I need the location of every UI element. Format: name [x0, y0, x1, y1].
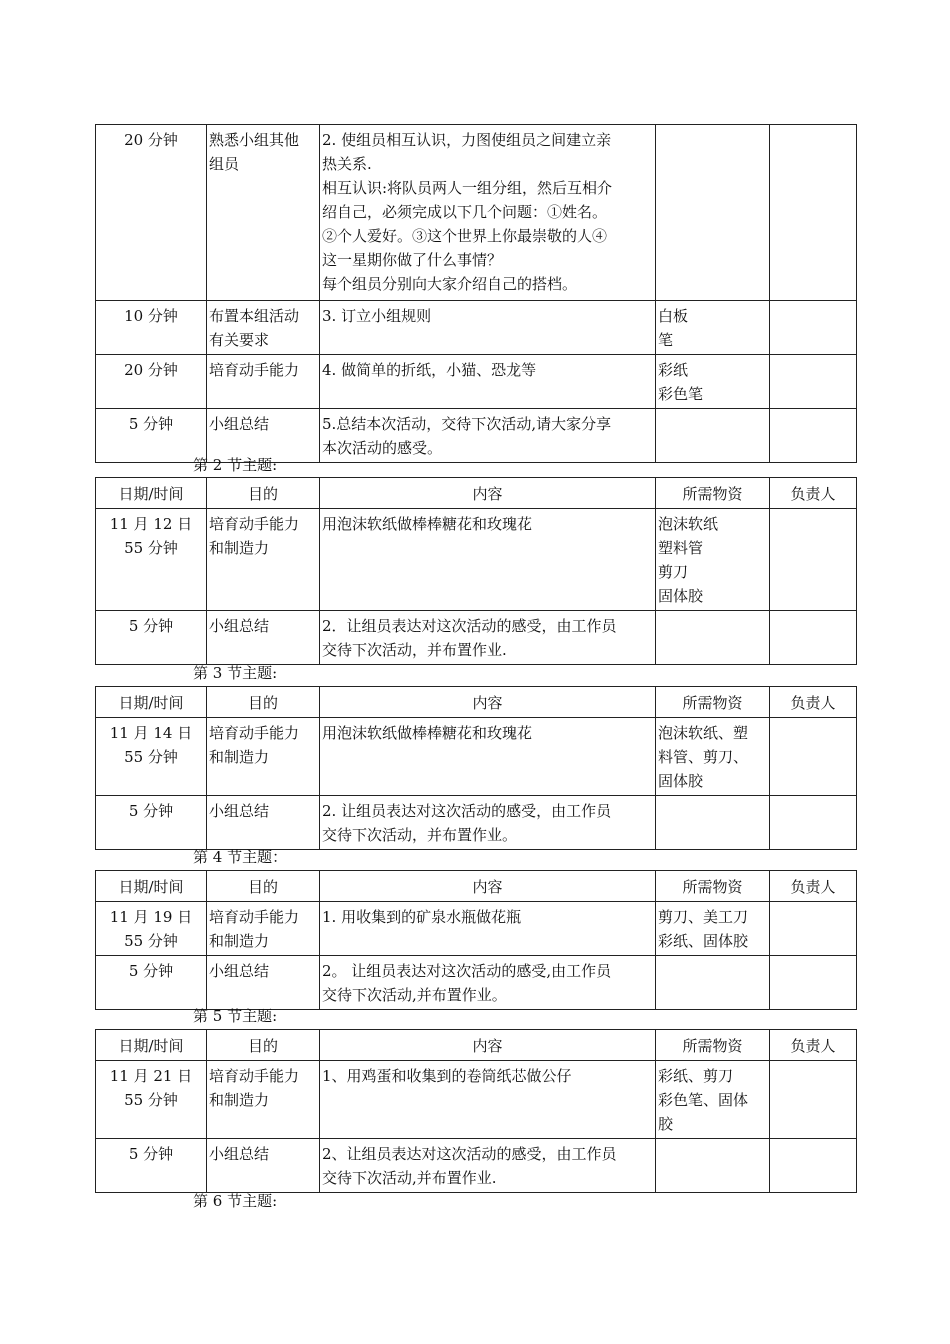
time-cell [96, 956, 207, 1010]
column-header: 日期/时间 [96, 871, 207, 902]
cell-line: 彩纸、固体胶 [658, 932, 749, 950]
time-cell [96, 1139, 207, 1193]
cell-line: 培育动手能力 [209, 361, 300, 379]
cell-line: 热关系. [322, 155, 372, 173]
cell-line: 料管、剪刀、 [658, 748, 749, 766]
cell-line: 培育动手能力 [209, 515, 300, 533]
owner-cell [770, 355, 857, 409]
goal-cell [207, 796, 320, 850]
materials-cell [656, 611, 770, 665]
materials-cell [656, 301, 770, 355]
column-header: 负责人 [770, 478, 857, 509]
cell-line: 小组总结 [209, 1145, 270, 1163]
time-cell [96, 355, 207, 409]
column-header: 日期/时间 [96, 687, 207, 718]
cell-line: 和制造力 [209, 748, 270, 766]
cell-line: 2、让组员表达对这次活动的感受，由工作员 [322, 1145, 617, 1163]
cell-line: 本次活动的感受。 [322, 439, 443, 457]
time-cell [96, 611, 207, 665]
table-header-row [96, 478, 857, 509]
cell-line: 交待下次活动，并布置作业. [322, 641, 507, 659]
goal-cell [207, 718, 320, 796]
cell-line: 1、用鸡蛋和收集到的卷筒纸芯做公仔 [322, 1067, 572, 1085]
cell-line: 5 分钟 [128, 1145, 174, 1163]
table-header-row [96, 687, 857, 718]
cell-line: 和制造力 [209, 539, 270, 557]
cell-line: 固体胶 [658, 772, 704, 790]
cell-line: 3. 订立小组规则 [322, 307, 432, 325]
cell-line: 5 分钟 [128, 415, 174, 433]
column-header: 负责人 [770, 1030, 857, 1061]
cell-line: 笔 [658, 331, 674, 349]
cell-line: 20 分钟 [124, 131, 178, 149]
session-table [95, 1029, 857, 1193]
owner-cell [770, 1061, 857, 1139]
owner-cell [770, 902, 857, 956]
goal-cell [207, 509, 320, 611]
column-header: 负责人 [770, 871, 857, 902]
content-cell [320, 718, 656, 796]
cell-line: 交待下次活动,并布置作业. [322, 1169, 497, 1187]
time-cell [96, 509, 207, 611]
materials-cell [656, 956, 770, 1010]
content-cell [320, 125, 656, 301]
table-header-row [96, 1030, 857, 1061]
content-cell [320, 902, 656, 956]
owner-cell [770, 125, 857, 301]
cell-line: 小组总结 [209, 802, 270, 820]
cell-line: 和制造力 [209, 1091, 270, 1109]
section-caption: 第 3 节主题: [193, 664, 278, 682]
cell-line: ②个人爱好。③这个世界上你最崇敬的人④ [322, 227, 608, 245]
column-header: 内容 [320, 871, 656, 902]
cell-line: 泡沫软纸、塑 [658, 724, 749, 742]
cell-line: 用泡沫软纸做棒棒糖花和玫瑰花 [322, 515, 533, 533]
materials-cell [656, 718, 770, 796]
cell-line: 11 月 12 日 [109, 515, 193, 533]
table-row [96, 355, 857, 409]
cell-line: 剪刀、美工刀 [658, 908, 749, 926]
cell-line: 这一星期你做了什么事情？ [322, 251, 503, 269]
owner-cell [770, 611, 857, 665]
column-header: 内容 [320, 1030, 656, 1061]
content-cell [320, 1061, 656, 1139]
cell-line: 5.总结本次活动，交待下次活动,请大家分享 [322, 415, 612, 433]
cell-line: 20 分钟 [124, 361, 178, 379]
cell-line: 10 分钟 [124, 307, 178, 325]
cell-line: 5 分钟 [128, 802, 174, 820]
goal-cell [207, 956, 320, 1010]
content-cell [320, 796, 656, 850]
owner-cell [770, 301, 857, 355]
cell-line: 塑料管 [658, 539, 704, 557]
cell-line: 胶 [658, 1115, 674, 1133]
cell-line: 小组总结 [209, 962, 270, 980]
cell-line: 熟悉小组其他 [209, 131, 300, 149]
time-cell [96, 125, 207, 301]
table-row [96, 718, 857, 796]
owner-cell [770, 409, 857, 463]
goal-cell [207, 1061, 320, 1139]
owner-cell [770, 796, 857, 850]
goal-cell [207, 902, 320, 956]
column-header: 日期/时间 [96, 478, 207, 509]
content-cell [320, 1139, 656, 1193]
cell-line: 培育动手能力 [209, 1067, 300, 1085]
materials-cell [656, 1139, 770, 1193]
cell-line: 剪刀 [658, 563, 689, 581]
materials-cell [656, 1061, 770, 1139]
cell-line: 2．让组员表达对这次活动的感受，由工作员 [322, 617, 617, 635]
cell-line: 有关要求 [209, 331, 270, 349]
cell-line: 每个组员分别向大家介绍自己的搭档。 [322, 275, 578, 293]
owner-cell [770, 1139, 857, 1193]
cell-line: 5 分钟 [128, 962, 174, 980]
cell-line: 55 分钟 [124, 932, 178, 950]
column-header: 所需物资 [656, 1030, 770, 1061]
table-row [96, 1139, 857, 1193]
time-cell [96, 796, 207, 850]
materials-cell [656, 509, 770, 611]
section-caption: 第 4 节主题： [193, 848, 288, 866]
materials-cell [656, 125, 770, 301]
content-cell [320, 956, 656, 1010]
cell-line: 交待下次活动,并布置作业。 [322, 986, 507, 1004]
section-caption: 第 2 节主题: [193, 456, 278, 474]
table-header-row [96, 871, 857, 902]
cell-line: 11 月 14 日 [109, 724, 193, 742]
column-header: 所需物资 [656, 687, 770, 718]
cell-line: 布置本组活动 [209, 307, 300, 325]
cell-line: 11 月 21 日 [109, 1067, 193, 1085]
time-cell [96, 718, 207, 796]
time-cell [96, 409, 207, 463]
time-cell [96, 902, 207, 956]
cell-line: 培育动手能力 [209, 908, 300, 926]
table-row [96, 509, 857, 611]
materials-cell [656, 796, 770, 850]
cell-line: 绍自己，必须完成以下几个问题：①姓名。 [322, 203, 608, 221]
cell-line: 2。 让组员表达对这次活动的感受,由工作员 [322, 962, 612, 980]
cell-line: 小组总结 [209, 415, 270, 433]
cell-line: 彩色笔 [658, 385, 704, 403]
column-header: 所需物资 [656, 478, 770, 509]
session-table [95, 686, 857, 850]
owner-cell [770, 718, 857, 796]
column-header: 目的 [207, 871, 320, 902]
section-caption: 第 5 节主题: [193, 1007, 278, 1025]
materials-cell [656, 409, 770, 463]
session-table [95, 870, 857, 1010]
goal-cell [207, 301, 320, 355]
goal-cell [207, 355, 320, 409]
cell-line: 4. 做简单的折纸，小猫、恐龙等 [322, 361, 537, 379]
cell-line: 固体胶 [658, 587, 704, 605]
table-row [96, 796, 857, 850]
owner-cell [770, 509, 857, 611]
column-header: 内容 [320, 687, 656, 718]
section-caption: 第 6 节主题: [193, 1192, 278, 1210]
cell-line: 2. 让组员表达对这次活动的感受，由工作员 [322, 802, 612, 820]
cell-line: 1. 用收集到的矿泉水瓶做花瓶 [322, 908, 522, 926]
session-table [95, 477, 857, 665]
cell-line: 相互认识:将队员两人一组分组，然后互相介 [322, 179, 613, 197]
cell-line: 泡沫软纸 [658, 515, 719, 533]
column-header: 目的 [207, 1030, 320, 1061]
goal-cell [207, 125, 320, 301]
table-row [96, 956, 857, 1010]
cell-line: 交待下次活动，并布置作业。 [322, 826, 518, 844]
column-header: 日期/时间 [96, 1030, 207, 1061]
table-row [96, 125, 857, 301]
session-1-table [95, 124, 857, 463]
table-row [96, 1061, 857, 1139]
cell-line: 55 分钟 [124, 748, 178, 766]
time-cell [96, 301, 207, 355]
cell-line: 和制造力 [209, 932, 270, 950]
cell-line: 用泡沫软纸做棒棒糖花和玫瑰花 [322, 724, 533, 742]
column-header: 目的 [207, 687, 320, 718]
time-cell [96, 1061, 207, 1139]
content-cell [320, 611, 656, 665]
column-header: 目的 [207, 478, 320, 509]
cell-line: 培育动手能力 [209, 724, 300, 742]
column-header: 负责人 [770, 687, 857, 718]
content-cell [320, 355, 656, 409]
cell-line: 5 分钟 [128, 617, 174, 635]
owner-cell [770, 956, 857, 1010]
cell-line: 彩纸、剪刀 [658, 1067, 734, 1085]
table-row [96, 902, 857, 956]
column-header: 内容 [320, 478, 656, 509]
column-header: 所需物资 [656, 871, 770, 902]
cell-line: 小组总结 [209, 617, 270, 635]
content-cell [320, 409, 656, 463]
goal-cell [207, 1139, 320, 1193]
cell-line: 55 分钟 [124, 1091, 178, 1109]
cell-line: 11 月 19 日 [109, 908, 193, 926]
cell-line: 2. 使组员相互认识，力图使组员之间建立亲 [322, 131, 612, 149]
cell-line: 组员 [209, 155, 240, 173]
table-row [96, 611, 857, 665]
cell-line: 白板 [658, 307, 689, 325]
materials-cell [656, 355, 770, 409]
cell-line: 彩色笔、固体 [658, 1091, 749, 1109]
goal-cell [207, 611, 320, 665]
content-cell [320, 509, 656, 611]
table-row [96, 301, 857, 355]
content-cell [320, 301, 656, 355]
cell-line: 55 分钟 [124, 539, 178, 557]
materials-cell [656, 902, 770, 956]
cell-line: 彩纸 [658, 361, 689, 379]
